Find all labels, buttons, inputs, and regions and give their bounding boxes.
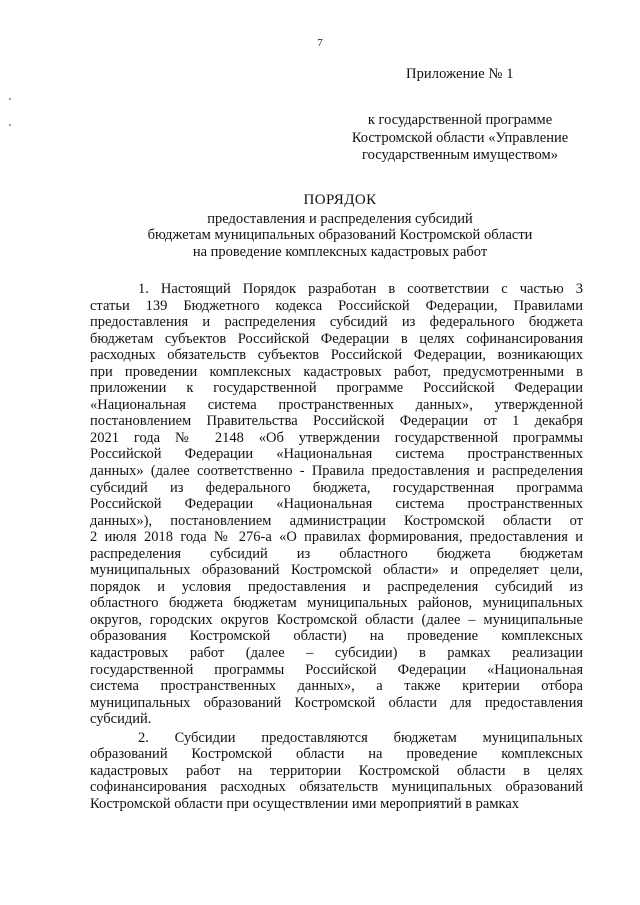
title-line: предоставления и распределения субсидий xyxy=(207,210,473,227)
paragraph-line: предоставления и распределения субсидий из федерального бюджета xyxy=(90,314,583,331)
paragraph-line: статьи 139 Бюджетного кодекса Российской Федерации, Правилами xyxy=(90,297,583,314)
paragraph-line: 2 июля 2018 года № 276-а «О правилах формирования, предоставления и xyxy=(90,529,583,546)
paragraph-line: Российской Федерации «Национальная система пространственных xyxy=(90,446,583,463)
paragraph-line: 1. Настоящий Порядок разработан в соответствии с частью 3 xyxy=(138,281,583,297)
document-body xyxy=(90,281,583,815)
paragraph-line: образований Костромской области на проведение комплексных xyxy=(90,746,583,763)
scan-mark xyxy=(9,98,11,100)
paragraph-line: муниципальных образований Костромской области» и определяет цели, xyxy=(90,562,583,579)
program-line: Костромской области «Управление xyxy=(351,129,569,146)
appendix-label: Приложение № 1 xyxy=(406,66,514,82)
paragraph-line: областного бюджета бюджетам муниципальных районов, муниципальных xyxy=(90,595,583,612)
paragraph-line: порядок и условия предоставления и распределения субсидий из xyxy=(90,578,583,595)
paragraph-line: округов, городских округов Костромской области (далее – муниципальные xyxy=(90,611,583,628)
paragraph-line: субсидий из федерального бюджета, государственная программа xyxy=(90,479,583,496)
document-title-block xyxy=(90,192,590,260)
paragraph-line: расходных обязательств субъектов Российской Федерации, возникающих xyxy=(90,347,583,364)
paragraph-line: при проведении комплексных кадастровых работ, предусмотренными в xyxy=(90,363,583,380)
paragraph-1 xyxy=(90,281,583,728)
title-line: на проведение комплексных кадастровых работ xyxy=(192,243,488,260)
program-line: к государственной программе xyxy=(367,112,553,128)
paragraph-line: субсидий. xyxy=(90,711,152,728)
program-reference xyxy=(330,112,590,165)
program-line: государственным имуществом» xyxy=(362,147,558,163)
paragraph-line: бюджетам субъектов Российской Федерации в целях софинансирования xyxy=(90,330,583,347)
paragraph-line: государственной программы Российской Федерации «Национальная xyxy=(90,661,583,678)
paragraph-line: данных» (далее соответственно - Правила предоставления и распределения xyxy=(90,463,583,480)
paragraph-line: образования Костромской области) на проведение комплексных xyxy=(90,628,583,645)
paragraph-line: 2021 года № 2148 «Об утверждении государственной программы xyxy=(90,429,583,446)
paragraph-line: «Национальная система пространственных данных», утвержденной xyxy=(90,396,583,413)
paragraph-line: кадастровых работ (далее – субсидии) в рамках реализации xyxy=(90,645,583,662)
title-line: бюджетам муниципальных образований Костромской области xyxy=(147,227,533,243)
document-title: ПОРЯДОК xyxy=(303,192,377,208)
paragraph-line: Российской Федерации «Национальная система пространственных xyxy=(90,496,583,513)
paragraph-line: Костромской области при осуществлении ими мероприятий в рамках xyxy=(90,795,520,812)
paragraph-line: постановлением Правительства Российской Федерации от 1 декабря xyxy=(90,413,583,430)
paragraph-line: приложении к государственной программе Российской Федерации xyxy=(90,380,583,397)
paragraph-line: 2. Субсидии предоставляются бюджетам муниципальных xyxy=(138,729,583,746)
paragraph-line: система пространственных данных», а также критерии отбора xyxy=(90,678,583,695)
paragraph-line: софинансирования расходных обязательств муниципальных образований xyxy=(90,779,583,796)
paragraph-line: кадастровых работ на территории Костромской области в целях xyxy=(90,762,583,779)
paragraph-2 xyxy=(90,730,583,813)
paragraph-line: распределения субсидий из областного бюджета бюджетам xyxy=(90,545,583,562)
paragraph-line: муниципальных образований Костромской области для предоставления xyxy=(90,694,583,711)
scan-mark xyxy=(9,124,11,126)
page-number: 7 xyxy=(317,37,323,49)
paragraph-line: данных»), постановлением администрации Костромской области от xyxy=(90,512,583,529)
